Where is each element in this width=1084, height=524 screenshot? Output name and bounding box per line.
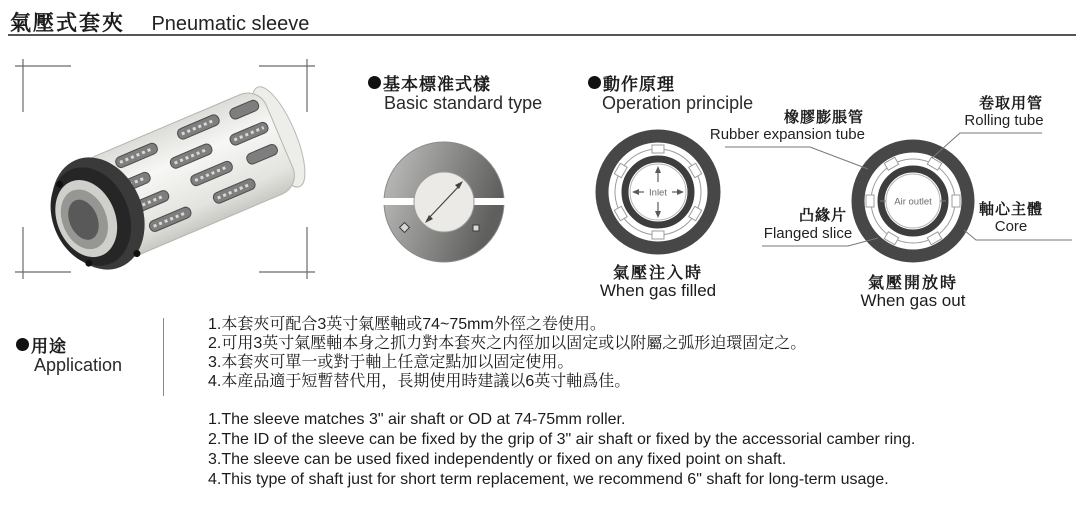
basic-standard-diagram xyxy=(378,136,510,268)
operation-heading-zh: 動作原理 xyxy=(603,75,675,94)
product-photo xyxy=(0,55,332,305)
basic-heading-en: Basic standard type xyxy=(384,93,543,113)
rolling-label-zh: 卷取用管 xyxy=(978,95,1043,112)
rolling-label-en: Rolling tube xyxy=(964,112,1044,129)
note-en-item: 2.The ID of the sleeve can be fixed by the grip of 3" air shaft or fixed by the accessorial camber ring. xyxy=(208,431,916,448)
gas-out-caption-zh: 氣壓開放時 xyxy=(867,275,958,292)
bullet-icon xyxy=(588,76,601,89)
flanged-label-en: Flanged slice xyxy=(763,225,853,242)
note-en-item: 1.The sleeve matches 3" air shaft or OD at 74-75mm roller. xyxy=(208,411,626,428)
operation-heading xyxy=(588,70,675,95)
page-title-zh: 氣壓式套夾 xyxy=(10,12,125,35)
notes-zh-list xyxy=(208,315,806,391)
page-title xyxy=(10,7,309,37)
basic-heading-zh: 基本標准式樣 xyxy=(383,75,491,94)
bullet-icon xyxy=(16,338,29,351)
gas-out-caption-en: When gas out xyxy=(860,291,966,310)
application-heading-zh: 用途 xyxy=(31,337,67,356)
rubber-label-en: Rubber expansion tube xyxy=(709,126,865,143)
note-en-item: 3.The sleeve can be used fixed independently or fixed on any fixed point on shaft. xyxy=(208,451,787,468)
application-heading xyxy=(16,332,67,357)
page-title-en: Pneumatic sleeve xyxy=(151,13,310,35)
core-label-zh: 軸心主體 xyxy=(978,201,1043,218)
gas-filled-caption-zh: 氣壓注入時 xyxy=(612,265,703,282)
note-zh-item: 1.本套夾可配合3英寸氣壓軸或74~75mm外徑之卷使用。 xyxy=(208,316,606,333)
title-rule xyxy=(8,34,1076,36)
gas-filled-diagram xyxy=(594,128,722,256)
basic-standard-heading xyxy=(368,70,491,95)
notes-en-list xyxy=(208,410,915,490)
rubber-label-zh: 橡膠膨脹管 xyxy=(783,109,864,126)
note-zh-item: 3.本套夾可單一或對于軸上任意定點加以固定使用。 xyxy=(208,354,574,371)
flanged-label-zh: 凸緣片 xyxy=(798,207,847,224)
gas-out-center-label: Air outlet xyxy=(894,196,932,208)
section-divider xyxy=(163,318,164,396)
gas-out-diagram xyxy=(850,138,976,264)
bullet-icon xyxy=(368,76,381,89)
gas-filled-center-label: Inlet xyxy=(649,187,667,199)
application-heading-en: Application xyxy=(34,355,123,375)
note-zh-item: 2.可用3英寸氣壓軸本身之抓力對本套夾之内徑加以固定或以附屬之弧形迫環固定之。 xyxy=(208,335,807,352)
note-en-item: 4.This type of shaft just for short term replacement, we recommend 6" shaft for long-term usage. xyxy=(208,471,889,488)
operation-heading-en: Operation principle xyxy=(602,93,754,113)
note-zh-item: 4.本産品適于短暫替代用，長期使用時建議以6英寸軸爲佳。 xyxy=(208,373,631,390)
pneumatic-sleeve-image xyxy=(33,77,317,285)
core-label-en: Core xyxy=(994,218,1028,235)
gas-filled-caption-en: When gas filled xyxy=(599,281,717,300)
